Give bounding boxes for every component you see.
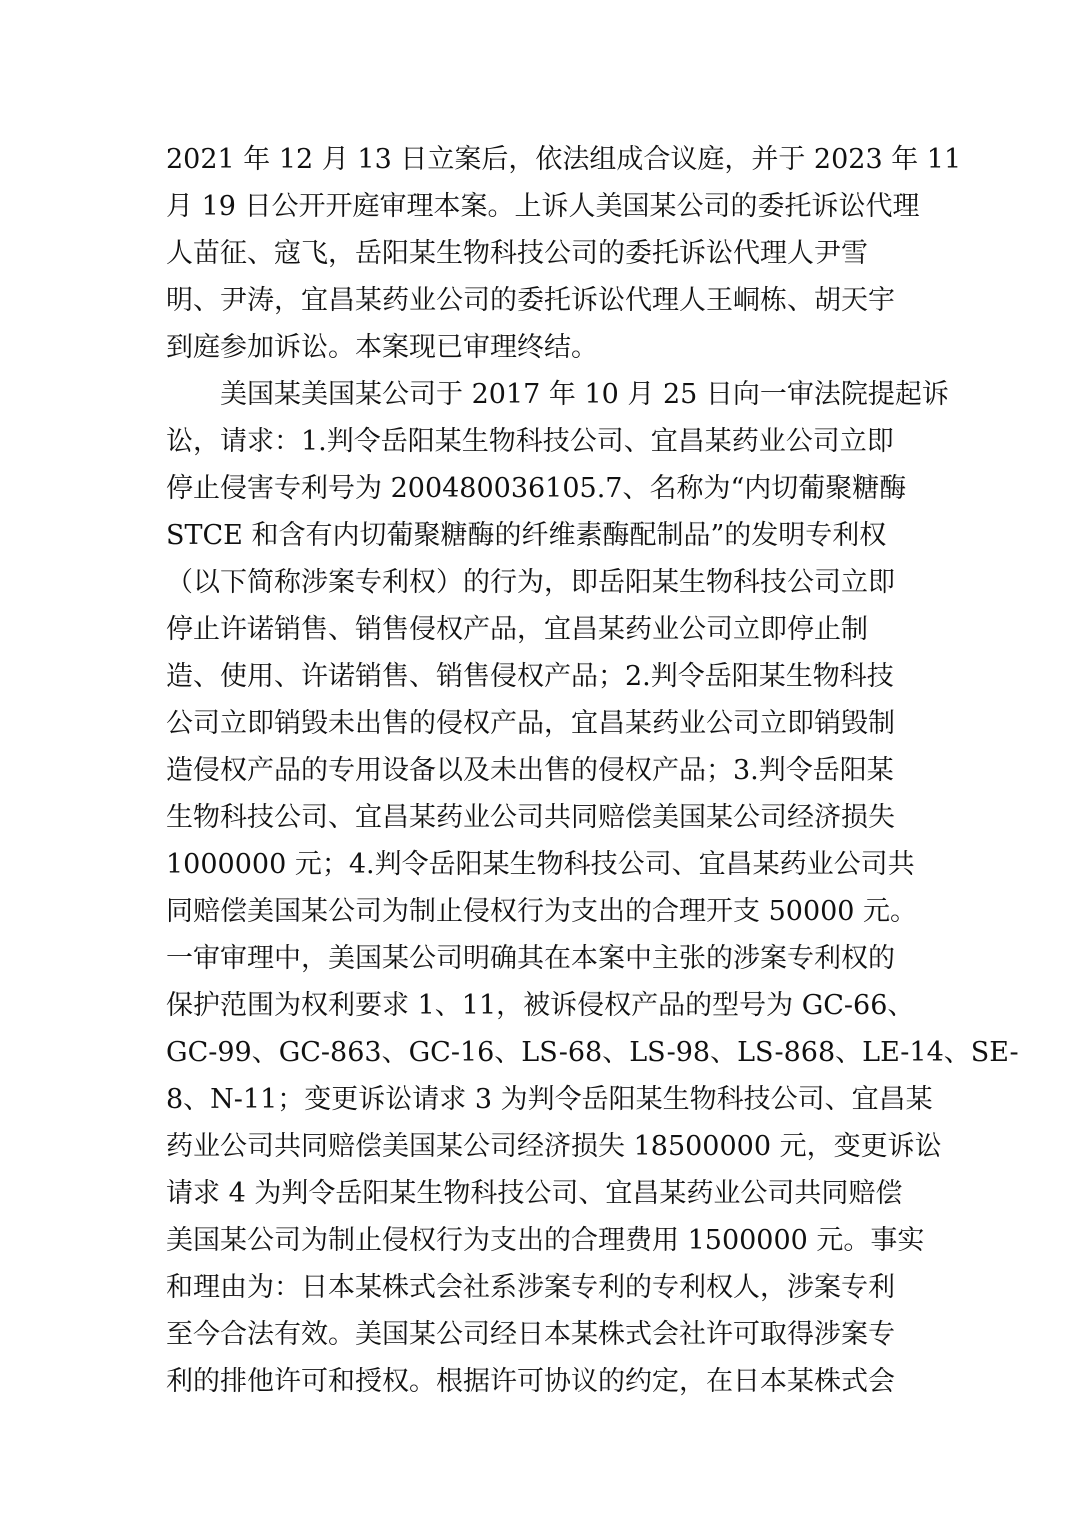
text-line: （以下简称涉案专利权）的行为，即岳阳某生物科技公司立即	[166, 567, 895, 598]
text-line: 美国某公司为制止侵权行为支出的合理费用 1500000 元。事实	[166, 1225, 925, 1256]
text-line: 2021 年 12 月 13 日立案后，依法组成合议庭，并于 2023 年 11	[166, 144, 962, 175]
text-line: 停止侵害专利号为 200480036105.7、名称为“内切葡聚糖酶	[166, 473, 907, 504]
text-line: 药业公司共同赔偿美国某公司经济损失 18500000 元，变更诉讼	[166, 1131, 942, 1162]
text-line: 到庭参加诉讼。本案现已审理终结。	[166, 332, 598, 363]
text-line: 至今合法有效。美国某公司经日本某株式会社许可取得涉案专	[166, 1319, 895, 1350]
text-line: 美国某美国某公司于 2017 年 10 月 25 日向一审法院提起诉	[220, 379, 949, 410]
text-line: 造、使用、许诺销售、销售侵权产品；2.判令岳阳某生物科技	[166, 661, 894, 692]
text-line: 生物科技公司、宜昌某药业公司共同赔偿美国某公司经济损失	[166, 802, 895, 833]
text-line: STCE 和含有内切葡聚糖酶的纤维素酶配制品”的发明专利权	[166, 520, 887, 551]
text-line: 造侵权产品的专用设备以及未出售的侵权产品；3.判令岳阳某	[166, 755, 894, 786]
text-line: 请求 4 为判令岳阳某生物科技公司、宜昌某药业公司共同赔偿	[166, 1178, 903, 1209]
text-line: 利的排他许可和授权。根据许可协议的约定，在日本某株式会	[166, 1366, 895, 1397]
text-line: 月 19 日公开开庭审理本案。上诉人美国某公司的委托诉讼代理	[166, 191, 920, 222]
text-line: 停止许诺销售、销售侵权产品，宜昌某药业公司立即停止制	[166, 614, 868, 645]
text-line: 8、N-11；变更诉讼请求 3 为判令岳阳某生物科技公司、宜昌某	[166, 1084, 933, 1115]
text-line: 讼，请求：1.判令岳阳某生物科技公司、宜昌某药业公司立即	[166, 426, 894, 457]
text-line: 明、尹涛，宜昌某药业公司的委托诉讼代理人王峒栋、胡天宇	[166, 285, 895, 316]
text-line: 同赔偿美国某公司为制止侵权行为支出的合理开支 50000 元。	[166, 896, 918, 927]
text-line: 一审审理中，美国某公司明确其在本案中主张的涉案专利权的	[166, 943, 895, 974]
text-line: 人苗征、寇飞，岳阳某生物科技公司的委托诉讼代理人尹雪	[166, 238, 868, 269]
text-line: 公司立即销毁未出售的侵权产品，宜昌某药业公司立即销毁制	[166, 708, 895, 739]
document-body	[166, 136, 1019, 1405]
text-line: GC-99、GC-863、GC-16、LS-68、LS-98、LS-868、LE-14、SE-	[166, 1037, 1019, 1068]
text-line: 1000000 元；4.判令岳阳某生物科技公司、宜昌某药业公司共	[166, 849, 915, 880]
text-line: 保护范围为权利要求 1、11，被诉侵权产品的型号为 GC-66、	[166, 990, 915, 1021]
text-line: 和理由为：日本某株式会社系涉案专利的专利权人，涉案专利	[166, 1272, 895, 1303]
